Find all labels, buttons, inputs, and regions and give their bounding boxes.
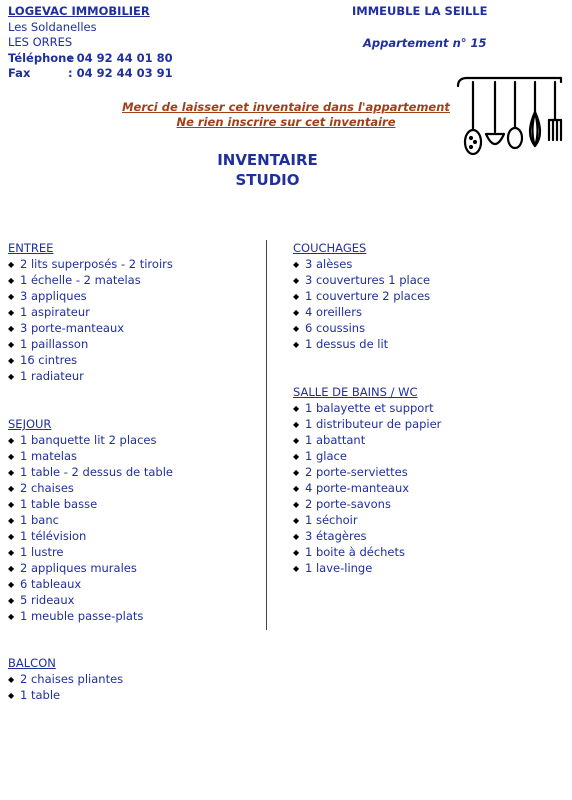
- phone-label: Téléphone: [8, 50, 75, 65]
- item-text: 1 couverture 2 places: [305, 289, 431, 303]
- bullet-icon: ◆: [8, 452, 15, 461]
- phone-value: : 04 92 44 01 80: [68, 50, 173, 65]
- list-item: [8, 687, 123, 703]
- item-text: 1 radiateur: [20, 369, 84, 383]
- item-text: 1 lustre: [20, 545, 64, 559]
- item-text: 1 abattant: [305, 433, 366, 447]
- list-item: [8, 432, 173, 448]
- apartment-number: Appartement n° 15: [363, 36, 487, 50]
- list-item: [8, 368, 173, 384]
- item-text: 3 porte-manteaux: [20, 321, 125, 335]
- section-title: ENTREE: [8, 241, 54, 255]
- list-item: [293, 320, 430, 336]
- notice-block: [0, 100, 572, 130]
- item-text: 1 distributeur de papier: [305, 417, 442, 431]
- column-divider: [266, 240, 267, 630]
- bullet-icon: ◆: [293, 292, 300, 301]
- list-item: [8, 256, 173, 272]
- list-item: [8, 464, 173, 480]
- bullet-icon: ◆: [8, 324, 15, 333]
- fax-value: : 04 92 44 03 91: [68, 66, 173, 80]
- list-item: [293, 272, 430, 288]
- fax-row: [8, 66, 173, 82]
- list-item: [8, 560, 173, 576]
- item-text: 2 porte-serviettes: [305, 465, 408, 479]
- list-item: [293, 480, 441, 496]
- list-item: [8, 320, 173, 336]
- list-item: [8, 288, 173, 304]
- item-text: 1 balayette et support: [305, 401, 434, 415]
- list-item: [8, 352, 173, 368]
- item-text: 1 aspirateur: [20, 305, 90, 319]
- bullet-icon: ◆: [8, 500, 15, 509]
- item-text: 5 rideaux: [20, 593, 75, 607]
- bullet-icon: ◆: [293, 404, 300, 413]
- list-item: [293, 464, 441, 480]
- bullet-icon: ◆: [8, 356, 15, 365]
- list-item: [8, 480, 173, 496]
- bullet-icon: ◆: [293, 340, 300, 349]
- item-text: 1 séchoir: [305, 513, 358, 527]
- section-salle-de-bains: [293, 384, 441, 576]
- title-line-1: INVENTAIRE: [217, 151, 318, 169]
- list-item: [8, 608, 173, 624]
- bullet-icon: ◆: [8, 276, 15, 285]
- bullet-icon: ◆: [293, 308, 300, 317]
- item-text: 4 oreillers: [305, 305, 362, 319]
- item-text: 1 échelle - 2 matelas: [20, 273, 141, 287]
- item-text: 2 lits superposés - 2 tiroirs: [20, 257, 173, 271]
- list-item: [8, 544, 173, 560]
- list-item: [8, 448, 173, 464]
- list-item: [8, 576, 173, 592]
- list-item: [293, 432, 441, 448]
- bullet-icon: ◆: [8, 340, 15, 349]
- item-text: 1 boite à déchets: [305, 545, 406, 559]
- item-text: 1 dessus de lit: [305, 337, 389, 351]
- list-item: [293, 304, 430, 320]
- list-item: [293, 560, 441, 576]
- bullet-icon: ◆: [293, 324, 300, 333]
- item-text: 2 chaises pliantes: [20, 672, 124, 686]
- item-text: 1 meuble passe-plats: [20, 609, 144, 623]
- list-item: [293, 256, 430, 272]
- item-text: 3 couvertures 1 place: [305, 273, 431, 287]
- item-text: 1 matelas: [20, 449, 78, 463]
- bullet-icon: ◆: [293, 564, 300, 573]
- list-item: [8, 496, 173, 512]
- item-text: 16 cintres: [20, 353, 78, 367]
- item-text: 1 banquette lit 2 places: [20, 433, 157, 447]
- list-item: [293, 288, 430, 304]
- item-text: 3 appliques: [20, 289, 87, 303]
- bullet-icon: ◆: [8, 308, 15, 317]
- list-item: [293, 448, 441, 464]
- bullet-icon: ◆: [8, 675, 15, 684]
- item-text: 4 porte-manteaux: [305, 481, 410, 495]
- bullet-icon: ◆: [293, 500, 300, 509]
- building-name: IMMEUBLE LA SEILLE: [352, 4, 488, 18]
- agency-block: [8, 4, 173, 82]
- list-item: [293, 416, 441, 432]
- bullet-icon: ◆: [8, 580, 15, 589]
- agency-name: LOGEVAC IMMOBILIER: [8, 4, 150, 18]
- bullet-icon: ◆: [8, 260, 15, 269]
- bullet-icon: ◆: [8, 484, 15, 493]
- bullet-icon: ◆: [293, 276, 300, 285]
- list-item: [293, 496, 441, 512]
- page-title: [0, 150, 535, 190]
- list-item: [8, 592, 173, 608]
- agency-address-line: Les Soldanelles: [8, 19, 97, 34]
- bullet-icon: ◆: [8, 691, 15, 700]
- item-text: 3 étagères: [305, 529, 367, 543]
- item-text: 1 table - 2 dessus de table: [20, 465, 173, 479]
- section-balcon: [8, 655, 123, 703]
- bullet-icon: ◆: [8, 532, 15, 541]
- item-text: 2 porte-savons: [305, 497, 391, 511]
- bullet-icon: ◆: [293, 468, 300, 477]
- list-item: [293, 544, 441, 560]
- bullet-icon: ◆: [293, 420, 300, 429]
- section-title: SALLE DE BAINS / WC: [293, 385, 418, 399]
- list-item: [8, 512, 173, 528]
- section-sejour: [8, 416, 173, 624]
- item-text: 1 paillasson: [20, 337, 89, 351]
- bullet-icon: ◆: [8, 596, 15, 605]
- list-item: [8, 336, 173, 352]
- agency-city: LES ORRES: [8, 35, 73, 49]
- title-line-2: STUDIO: [235, 171, 300, 189]
- item-text: 6 tableaux: [20, 577, 82, 591]
- item-text: 1 lave-linge: [305, 561, 373, 575]
- section-couchages: [293, 240, 430, 352]
- bullet-icon: ◆: [8, 548, 15, 557]
- bullet-icon: ◆: [293, 452, 300, 461]
- item-text: 6 coussins: [305, 321, 366, 335]
- list-item: [293, 512, 441, 528]
- section-title: COUCHAGES: [293, 241, 367, 255]
- list-item: [293, 400, 441, 416]
- item-text: 3 alèses: [305, 257, 353, 271]
- list-item: [8, 671, 123, 687]
- list-item: [8, 528, 173, 544]
- bullet-icon: ◆: [293, 484, 300, 493]
- section-title: BALCON: [8, 656, 56, 670]
- bullet-icon: ◆: [8, 436, 15, 445]
- notice-line-1: Merci de laisser cet inventaire dans l'appartement: [122, 100, 450, 114]
- bullet-icon: ◆: [8, 516, 15, 525]
- bullet-icon: ◆: [8, 468, 15, 477]
- notice-line-2: Ne rien inscrire sur cet inventaire: [176, 115, 396, 129]
- bullet-icon: ◆: [293, 532, 300, 541]
- item-text: 2 appliques murales: [20, 561, 137, 575]
- bullet-icon: ◆: [8, 372, 15, 381]
- item-text: 1 banc: [20, 513, 59, 527]
- bullet-icon: ◆: [8, 612, 15, 621]
- list-item: [293, 528, 441, 544]
- item-text: 1 table basse: [20, 497, 98, 511]
- item-text: 1 glace: [305, 449, 347, 463]
- list-item: [8, 304, 173, 320]
- section-title: SEJOUR: [8, 417, 52, 431]
- phone-row: [8, 51, 173, 67]
- list-item: [293, 336, 430, 352]
- item-text: 1 télévision: [20, 529, 87, 543]
- bullet-icon: ◆: [8, 292, 15, 301]
- item-text: 2 chaises: [20, 481, 74, 495]
- bullet-icon: ◆: [293, 548, 300, 557]
- section-entree: [8, 240, 173, 384]
- list-item: [8, 272, 173, 288]
- bullet-icon: ◆: [8, 564, 15, 573]
- bullet-icon: ◆: [293, 516, 300, 525]
- item-text: 1 table: [20, 688, 61, 702]
- fax-label: Fax: [8, 66, 31, 80]
- bullet-icon: ◆: [293, 436, 300, 445]
- bullet-icon: ◆: [293, 260, 300, 269]
